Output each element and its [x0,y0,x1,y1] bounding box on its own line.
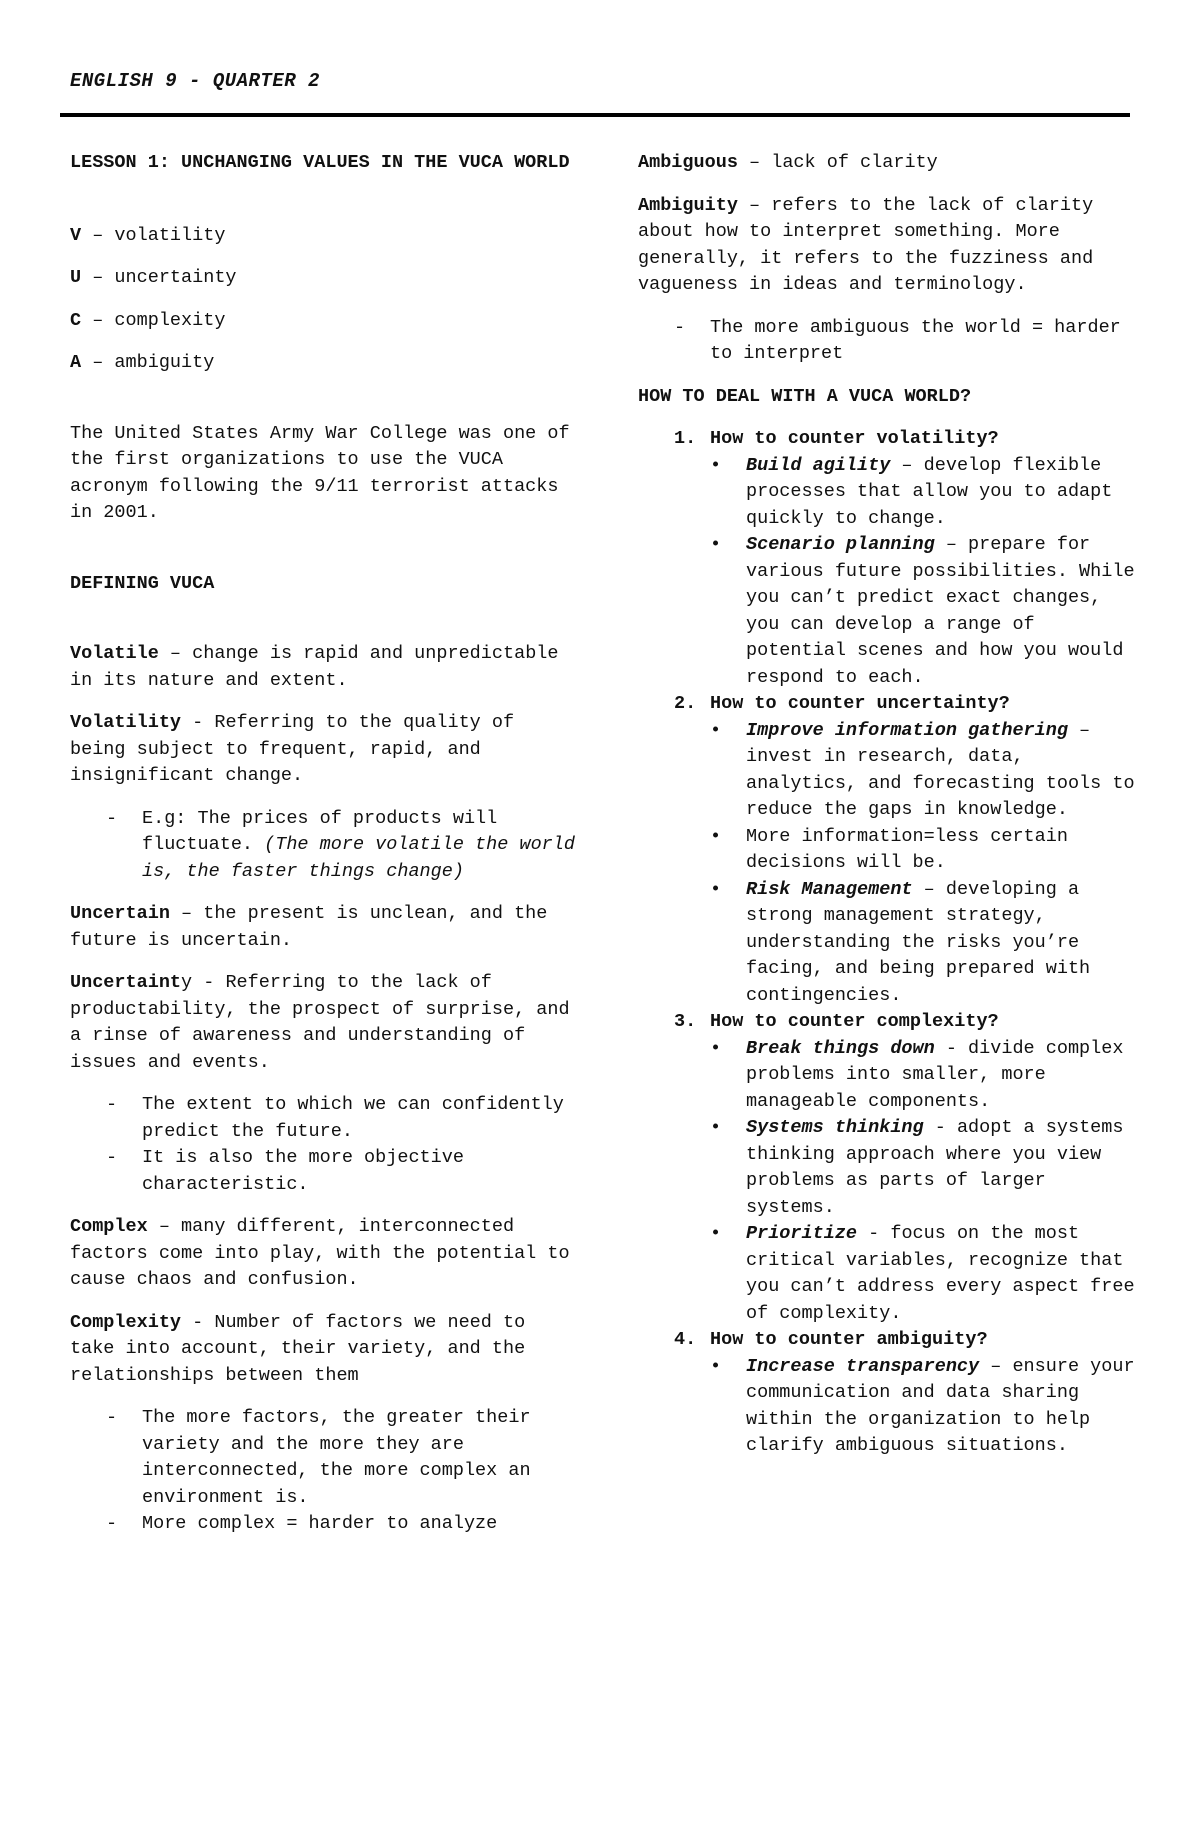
volatility-example-list [70,806,580,886]
question-3: 3. How to counter complexity? [674,1011,999,1032]
complexity-bullet-list [70,1405,580,1538]
question-3-list [638,1036,1143,1328]
defining-heading: DEFINING VUCA [70,572,215,594]
ambiguity-bullet-list [638,315,1143,368]
acronym-c: C – complexity [70,309,226,331]
list-item: • Increase transparency – ensure your communication and data sharing within the organization to help clarify ambiguous situations. [710,1355,1135,1456]
list-item: - The more factors, the greater their variety and the more they are interconnected, the more complex an environment is. [106,1407,531,1508]
right-column [638,150,1143,1460]
volatility-definition: Volatility - Referring to the quality of being subject to frequent, rapid, and insignificant change. [70,712,515,786]
lesson-title: LESSON 1: UNCHANGING VALUES IN THE VUCA WORLD [70,152,570,173]
list-item: • Systems thinking - adopt a systems thinking approach where you view problems as parts of larger systems. [710,1117,1124,1218]
complex-definition: Complex – many different, interconnected factors come into play, with the potential to cause chaos and confusion. [70,1216,570,1290]
uncertainty-bullet-list [70,1092,580,1198]
volatile-definition: Volatile – change is rapid and unpredictable in its nature and extent. [70,643,559,691]
deal-heading: HOW TO DEAL WITH A VUCA WORLD? [638,385,972,407]
ambiguity-definition: Ambiguity – refers to the lack of clarity about how to interpret something. More generally, it refers to the fuzziness and vagueness in ideas and terminology. [638,194,1094,295]
question-2: 2. How to counter uncertainty? [674,693,1010,714]
list-item: • Risk Management – developing a strong management strategy, understanding the risks you’re facing, and being prepared with contingencies. [710,878,1091,1006]
header-rule [60,113,1130,117]
list-item: • Improve information gathering – invest in research, data, analytics, and forecasting tools to reduce the gaps in knowledge. [710,719,1135,820]
question-4-list [638,1354,1143,1460]
uncertainty-definition: Uncertainty - Referring to the lack of productability, the prospect of surprise, and a rinse of awareness and understanding of issues and events. [70,972,570,1073]
list-item: • More information=less certain decisions will be. [710,825,1068,873]
acronym-a: A – ambiguity [70,352,215,373]
list-item: - More complex = harder to analyze [106,1513,498,1534]
list-item: - E.g: The prices of products will fluctuate. (The more volatile the world is, the faster things change) [106,807,575,882]
list-item: • Break things down - divide complex problems into smaller, more manageable components. [710,1037,1124,1112]
left-column [70,150,580,1554]
list-item: • Build agility – develop flexible processes that allow you to adapt quickly to change. [710,454,1113,529]
document-header: ENGLISH 9 - QUARTER 2 [70,70,320,92]
acronym-v: V – volatility [70,224,226,246]
question-4: 4. How to counter ambiguity? [674,1329,988,1350]
question-2-list [638,718,1143,1010]
list-item: - It is also the more objective characteristic. [106,1147,464,1195]
ambiguous-definition: Ambiguous – lack of clarity [638,152,938,173]
list-item: - The more ambiguous the world = harder to interpret [674,316,1121,364]
acronym-u: U – uncertainty [70,267,237,288]
complexity-definition: Complexity - Number of factors we need to take into account, their variety, and the relationships between them [70,1311,526,1386]
list-item: • Scenario planning – prepare for various future possibilities. While you can’t predict exact changes, you can develop a range of potential scenes and how you would respond to each. [710,534,1135,688]
uncertain-definition: Uncertain – the present is unclean, and the future is uncertain. [70,903,548,951]
list-item: - The extent to which we can confidently predict the future. [106,1094,564,1142]
history-paragraph: The United States Army War College was one of the first organizations to use the VUCA acronym following the 9/11 terrorist attacks in 2001. [70,422,570,523]
question-1: 1. How to counter volatility? [674,428,999,449]
list-item: • Prioritize - focus on the most critical variables, recognize that you can’t address every aspect free of complexity. [710,1223,1135,1324]
question-1-list [638,453,1143,692]
